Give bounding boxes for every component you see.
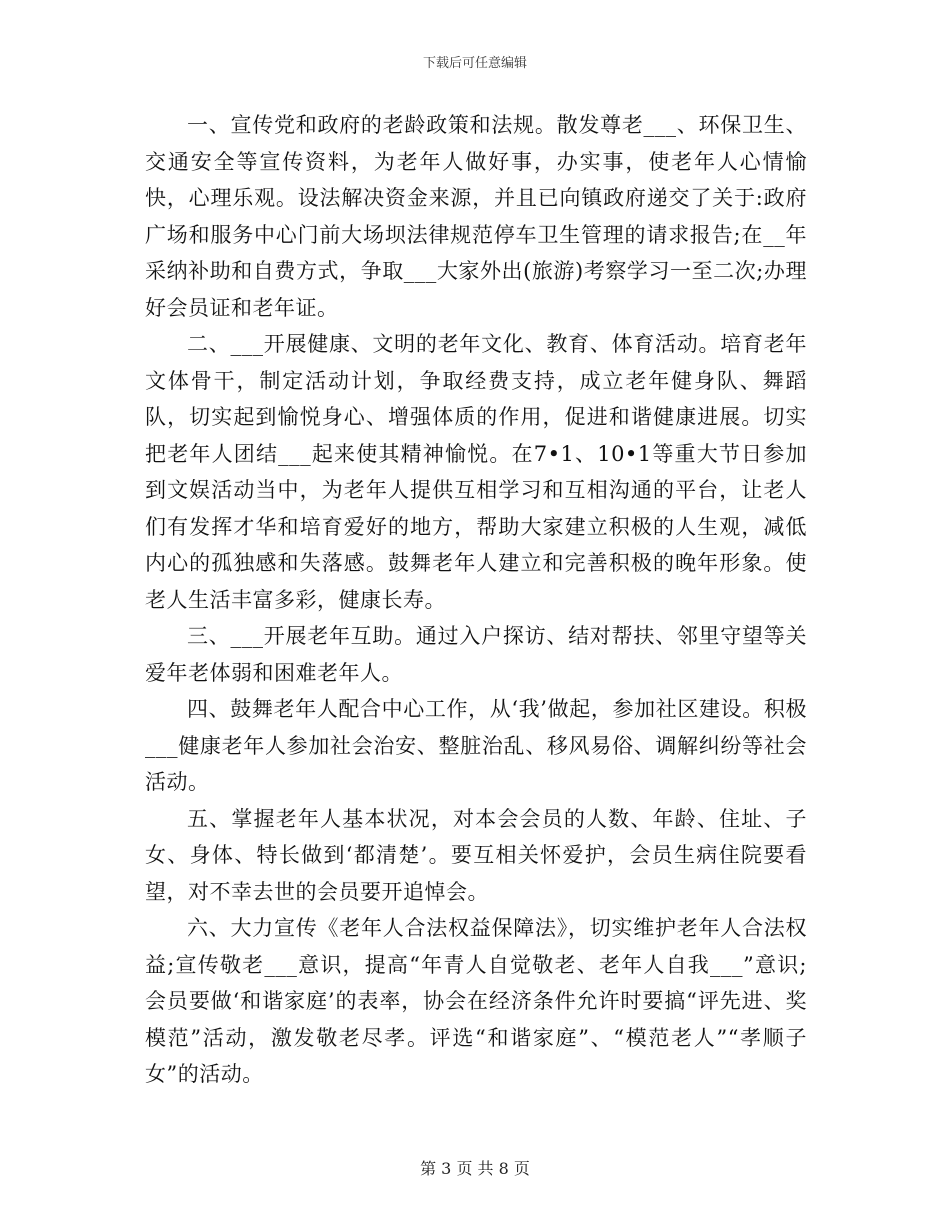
paragraph-3: 三、___开展老年互助。通过入户探访、结对帮扶、邻里守望等关爱年老体弱和困难老年人。	[145, 624, 807, 685]
paragraph-1: 一、宣传党和政府的老龄政策和法规。散发尊老___、环保卫生、交通安全等宣传资料，为老年人做好事，办实事，使老年人心情愉快，心理乐观。设法解决资金来源，并且已向镇政府递交了关于:政府广场和服务中心门前大场坝法律规范停车卫生管理的请求报告;在__年采纳补助和自费方式，争取___大家外出(旅游)考察学习一至二次;办理好会员证和老年证。	[145, 113, 807, 320]
page-header-note: 下载后可任意编辑	[422, 56, 527, 71]
page-number-footer: 第 3 页 共 8 页	[420, 1159, 530, 1178]
paragraph-6: 六、大力宣传《老年人合法权益保障法》，切实维护老年人合法权益;宣传敬老___意识，提高“年青人自觉敬老、老年人自我___”意识;会员要做‘和谐家庭’的表率，协会在经济条件允许时要搞“评先进、奖模范”活动，激发敬老尽孝。评选“和谐家庭”、“模范老人”“孝顺子女”的活动。	[145, 916, 807, 1086]
paragraph-5: 五、掌握老年人基本状况，对本会会员的人数、年龄、住址、子女、身体、特长做到‘都清楚’。要互相关怀爱护，会员生病住院要看望，对不幸去世的会员要开追悼会。	[145, 806, 807, 904]
paragraph-2: 二、___开展健康、文明的老年文化、教育、体育活动。培育老年文体骨干，制定活动计划，争取经费支持，成立老年健身队、舞蹈队，切实起到愉悦身心、增强体质的作用，促进和谐健康进展。切实把老年人团结___起来使其精神愉悦。在7•1、10•1等重大节日参加到文娱活动当中，为老年人提供互相学习和互相沟通的平台，让老人们有发挥才华和培育爱好的地方，帮助大家建立积极的人生观，减低内心的孤独感和失落感。鼓舞老年人建立和完善积极的晚年形象。使老人生活丰富多彩，健康长寿。	[145, 332, 807, 612]
paragraph-4: 四、鼓舞老年人配合中心工作，从‘我’做起，参加社区建设。积极___健康老年人参加社会治安、整脏治乱、移风易俗、调解纠纷等社会活动。	[145, 697, 807, 794]
document-body	[145, 107, 807, 1093]
